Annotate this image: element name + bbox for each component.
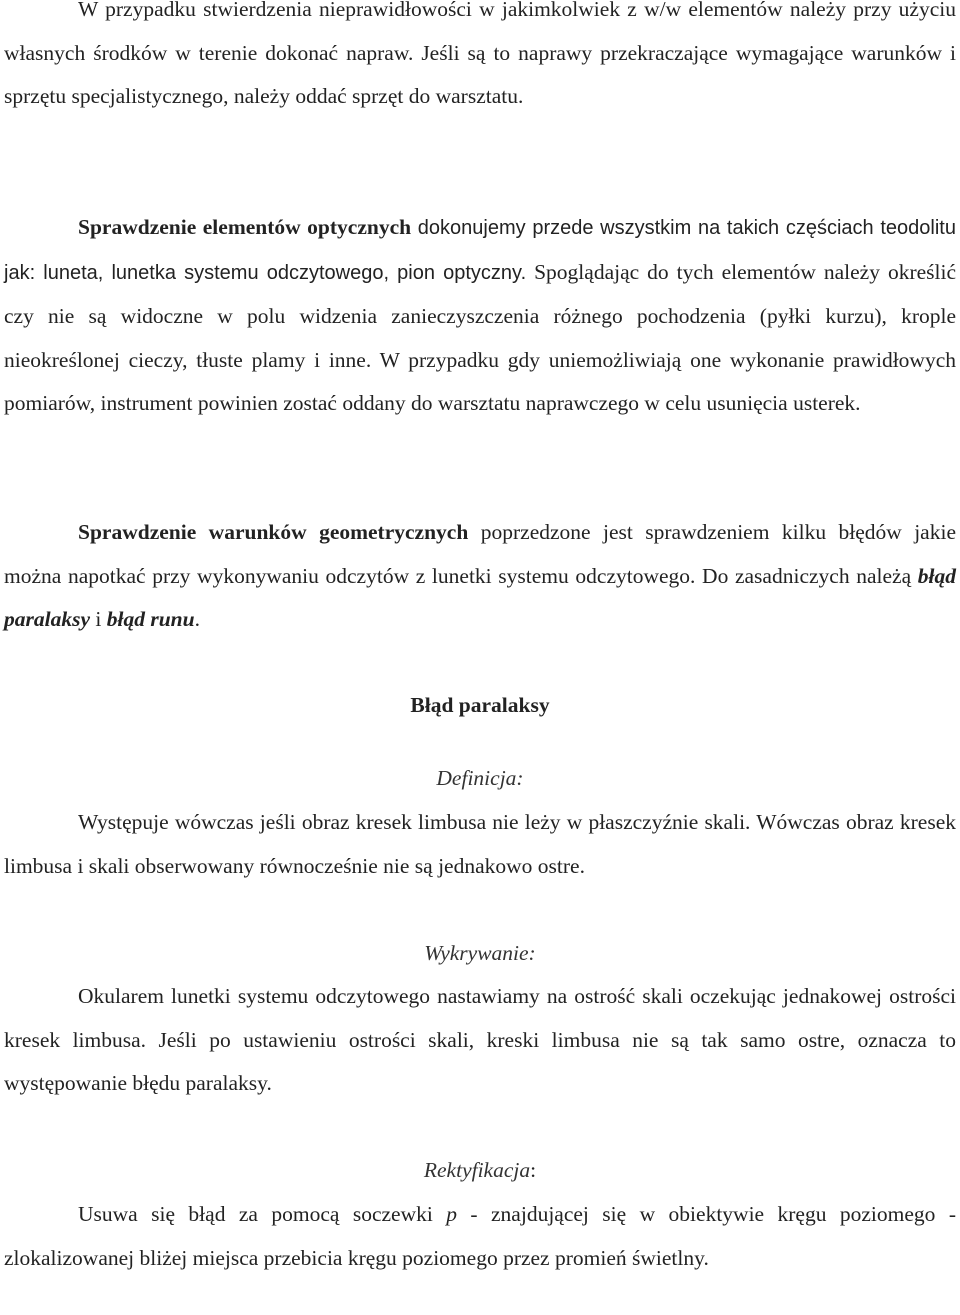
- definition-label: Definicja:: [436, 766, 524, 790]
- paragraph-optical-text: Spoglądając do tych elementów należy określić czy nie są widoczne w polu widzenia zanieczyszczenia różnego pochodzenia (pyłki kurzu), krople nieokreślonej cieczy, tłuste plamy i inne. W przypadku gdy uniemożliwiają one wykonanie prawidłowych pomiarów, instrument powinien zostać oddany do warsztatu naprawczego w celu usunięcia usterek.: [4, 259, 956, 415]
- detection-label: Wykrywanie:: [424, 941, 536, 965]
- lens-variable: p: [446, 1202, 458, 1226]
- paragraph-optical: [4, 206, 956, 426]
- section-title: Błąd paralaksy: [410, 693, 550, 717]
- paragraph-geometric-lead: Sprawdzenie warunków geometrycznych: [78, 520, 469, 544]
- paragraph-geometric: [4, 511, 956, 642]
- rectification-text-before: Usuwa się błąd za pomocą soczewki: [78, 1202, 447, 1226]
- term-run-error: błąd runu: [106, 607, 195, 631]
- rectification-label-colon: :: [530, 1158, 537, 1182]
- rectification-label-text: Rektyfikacja: [423, 1158, 531, 1182]
- definition-text: Występuje wówczas jeśli obraz kresek limbusa nie leży w płaszczyźnie skali. Wówczas obraz kresek limbusa i skali obserwowany równocześnie nie są jednakowo ostre.: [4, 810, 956, 878]
- paragraph-geometric-text: poprzedzone jest sprawdzeniem kilku błędów jakie można napotkać przy wykonywaniu odczytów z lunetki systemu odczytowego. Do zasadniczych należą: [4, 520, 956, 588]
- paragraph-geometric-end: .: [194, 607, 200, 631]
- paragraph-intro-text: W przypadku stwierdzenia nieprawidłowości w jakimkolwiek z w/w elementów należy przy użyciu własnych środków w terenie dokonać napraw. Jeśli są to naprawy przekraczające wymagające warunków i sprzętu specjalistycznego, należy oddać sprzęt do warsztatu.: [4, 0, 956, 108]
- paragraph-intro: [4, 0, 956, 119]
- paragraph-geometric-mid: i: [90, 607, 107, 631]
- definition-paragraph: [4, 801, 956, 888]
- rectification-label: [0, 1158, 960, 1183]
- detection-text: Okularem lunetki systemu odczytowego nastawiamy na ostrość skali oczekując jednakowej ostrości kresek limbusa. Jeśli po ustawieniu ostrości skali, kreski limbusa nie są tak samo ostre, oznacza to występowanie błędu paralaksy.: [4, 984, 956, 1095]
- rectification-text-after: - znajdującej się w obiektywie kręgu poziomego - zlokalizowanej bliżej miejsca przebicia kręgu poziomego przez promień świetlny.: [4, 1202, 956, 1270]
- rectification-paragraph: [4, 1193, 956, 1280]
- paragraph-optical-sans-text: dokonujemy przede wszystkim na takich częściach teodolitu jak: luneta, lunetka systemu odczytowego, pion optyczny.: [4, 217, 956, 284]
- term-parallax-error: błąd paralaksy: [4, 563, 956, 631]
- detection-paragraph: [4, 975, 956, 1106]
- paragraph-optical-lead: Sprawdzenie elementów optycznych: [78, 215, 412, 239]
